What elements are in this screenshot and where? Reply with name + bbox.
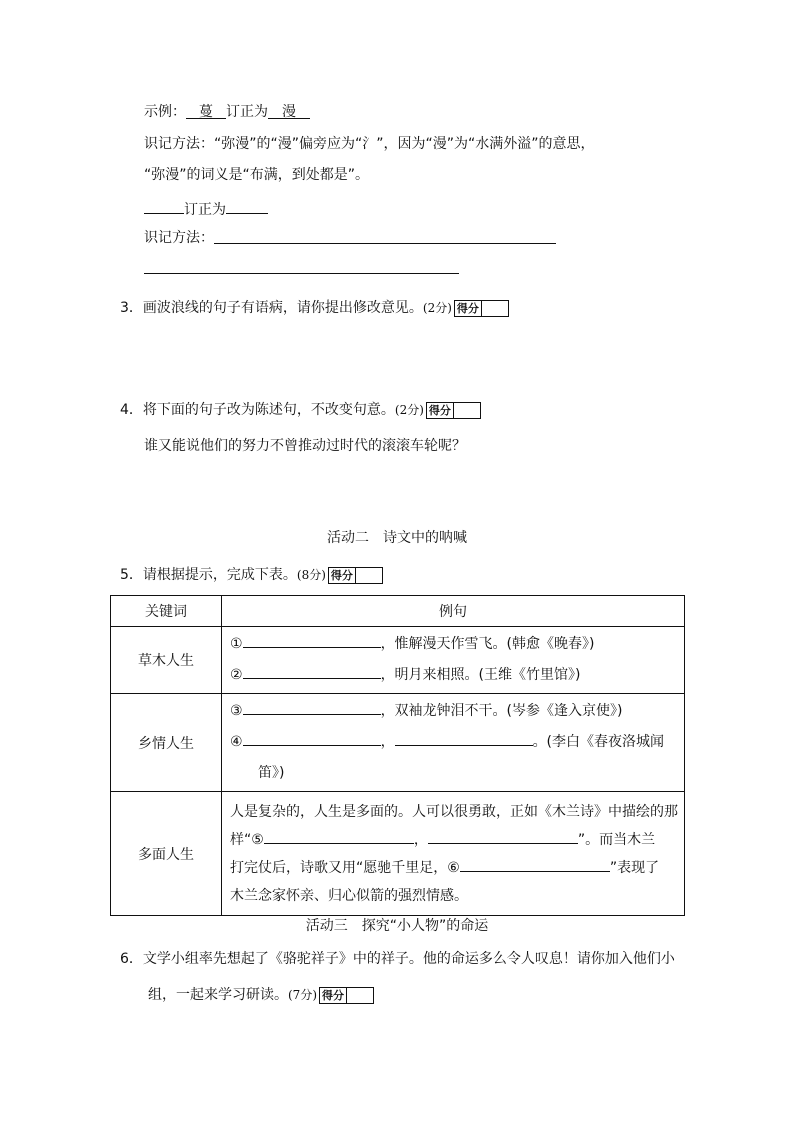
example-right-word: 漫: [268, 102, 310, 119]
activity-2-heading: 活动二 诗文中的呐喊: [327, 530, 467, 546]
correction-wrong-blank[interactable]: [144, 197, 184, 214]
correction-answer-line: [144, 197, 268, 220]
method-line-1: [144, 134, 595, 154]
row2-line2-text: 。(李白《春夜洛城闻: [532, 734, 665, 750]
row2-line3-text: 笛》): [258, 765, 285, 781]
question-6-line-2: [148, 985, 374, 1005]
table-row: [111, 694, 685, 792]
table-row: [111, 792, 685, 916]
blank-marker-3: ③: [230, 703, 243, 719]
blank-marker-4: ④: [230, 734, 243, 750]
row1-line2-text: ，明月来相照。(王维《竹里馆》): [380, 667, 581, 683]
method-answer-line-1[interactable]: [214, 243, 556, 244]
row3-line1-text: 人是复杂的，人生是多面的。人可以很勇敢，正如《木兰诗》中描绘的那: [230, 803, 678, 820]
question-6-line-1: 6．文学小组率先想起了《骆驼祥子》中的祥子。他的命运多么令人叹息！请你加入他们小: [120, 951, 675, 967]
row-content-multifaceted: [222, 792, 685, 916]
answer-blank-4a[interactable]: [243, 729, 381, 746]
method-answer-line-2[interactable]: [144, 273, 459, 274]
row3-line2-head: 样“⑤: [230, 831, 264, 848]
score-input[interactable]: [454, 403, 480, 418]
row-content-homesick: [222, 694, 685, 792]
example-line: [144, 102, 310, 122]
row1-line1-text: ，惟解漫天作雪飞。(韩愈《晚春》): [380, 636, 595, 652]
row3-line4-text: 木兰念家怀亲、归心似箭的强烈情感。: [230, 887, 468, 904]
table-row: [111, 627, 685, 694]
score-input[interactable]: [347, 988, 373, 1003]
blank-marker-1: ①: [230, 636, 243, 652]
correction-mid-text: 订正为: [184, 202, 226, 218]
question-4-text: 4．将下面的句子改为陈述句，不改变句意。: [120, 402, 395, 418]
question-6-text: 组，一起来学习研读。: [148, 987, 288, 1003]
answer-blank-5b[interactable]: [428, 827, 578, 844]
question-4: [120, 400, 481, 420]
score-box-q6[interactable]: [319, 987, 374, 1004]
answer-blank-3[interactable]: [243, 698, 381, 715]
row2-comma: ，: [380, 734, 395, 750]
score-label: 得分: [329, 568, 356, 583]
poetry-table: [110, 595, 685, 916]
question-3-points: (2分): [422, 301, 452, 315]
blank-marker-2: ②: [230, 667, 243, 683]
score-label: 得分: [320, 988, 347, 1003]
score-label: 得分: [427, 403, 454, 418]
score-box-q5[interactable]: [328, 567, 383, 584]
example-mid-text: 订正为: [226, 104, 268, 120]
score-input[interactable]: [356, 568, 382, 583]
question-4-sentence: 谁又能说他们的努力不曾推动过时代的滚滚车轮呢？: [144, 438, 466, 454]
question-4-points: (2分): [394, 403, 424, 417]
answer-blank-2[interactable]: [243, 662, 381, 679]
answer-blank-5a[interactable]: [264, 827, 414, 844]
question-5: [120, 565, 383, 585]
score-label: 得分: [455, 301, 482, 316]
example-prefix: 示例：: [144, 104, 186, 120]
row3-line2-tail: ”。而当木兰: [577, 831, 656, 848]
example-wrong-word: 蔓: [186, 102, 226, 119]
method-answer-label: 识记方法：: [144, 230, 214, 246]
row3-comma: ，: [413, 831, 428, 848]
row-key-homesick: 乡情人生: [111, 694, 222, 792]
row-key-multifaceted: 多面人生: [111, 792, 222, 916]
activity-3-heading: 活动三 探究“小人物”的命运: [305, 918, 489, 934]
row-key-grass: 草木人生: [111, 627, 222, 694]
row2-line1-text: ，双袖龙钟泪不干。(岑参《逢入京使》): [380, 703, 623, 719]
score-input[interactable]: [482, 301, 508, 316]
question-3: [120, 298, 509, 318]
answer-blank-1[interactable]: [243, 631, 381, 648]
table-header-row: [111, 596, 685, 627]
score-box-q3[interactable]: [454, 300, 509, 317]
header-example: 例句: [222, 596, 685, 627]
question-3-text: 3．画波浪线的句子有语病，请你提出修改意见。: [120, 300, 423, 316]
score-box-q4[interactable]: [426, 402, 481, 419]
row3-line3-head: 打完仗后，诗歌又用“愿驰千里足，⑥: [230, 859, 460, 876]
method-label: 识记方法：: [144, 136, 214, 152]
method-text-1: “弥漫”的“漫”偏旁应为“氵”，因为“漫”为“水满外溢”的意思，: [214, 136, 595, 152]
method-line-2: “弥漫”的词义是“布满，到处都是”。: [144, 167, 370, 183]
answer-blank-6[interactable]: [460, 855, 610, 872]
question-5-points: (8分): [296, 568, 326, 582]
answer-blank-4b[interactable]: [395, 729, 533, 746]
question-6-points: (7分): [288, 988, 317, 1002]
row-content-grass: [222, 627, 685, 694]
correction-right-blank[interactable]: [226, 197, 268, 214]
header-keyword: 关键词: [111, 596, 222, 627]
question-5-text: 5．请根据提示，完成下表。: [120, 567, 297, 583]
row3-line3-tail: ”表现了: [609, 859, 660, 876]
